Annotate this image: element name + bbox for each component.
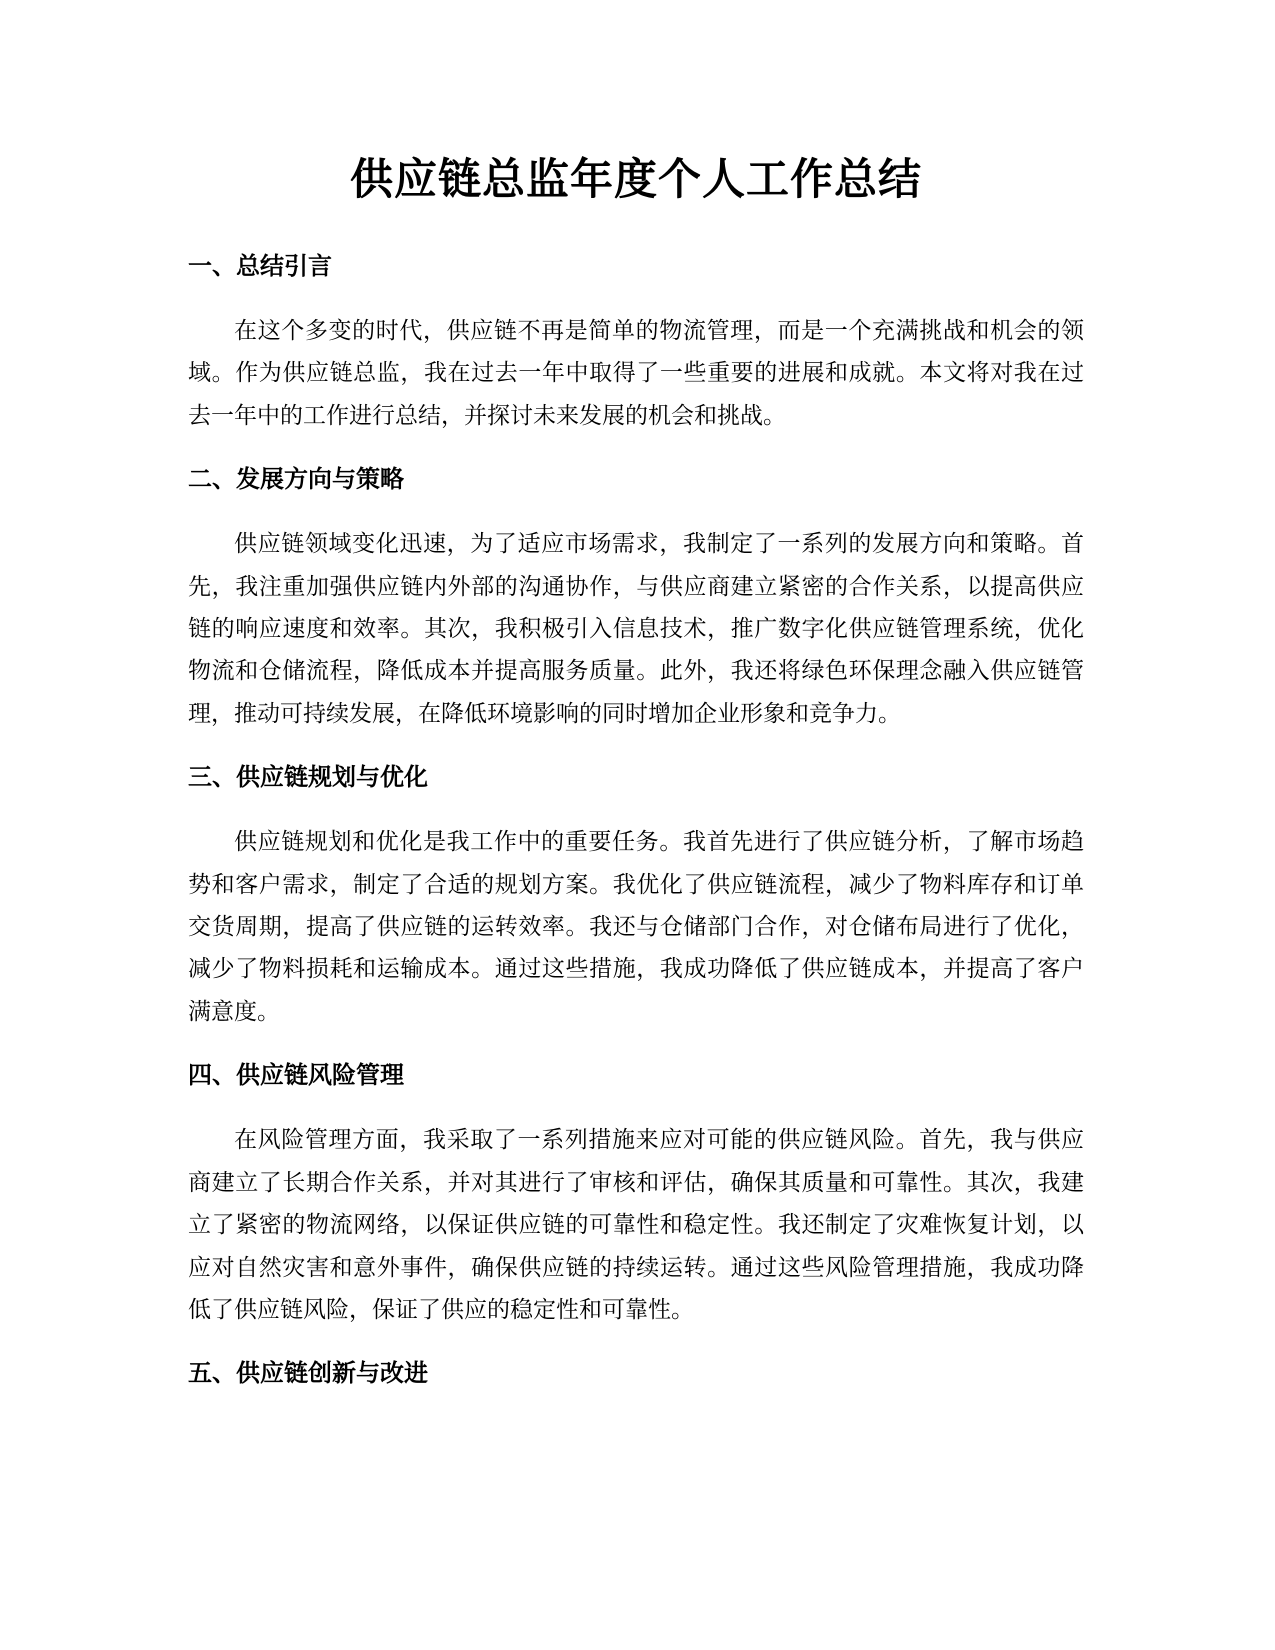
document-title: 供应链总监年度个人工作总结 — [350, 155, 922, 205]
section-risk-management — [188, 1057, 1084, 1331]
document-content — [188, 150, 1084, 1417]
section-paragraph: 在风险管理方面，我采取了一系列措施来应对可能的供应链风险。首先，我与供应商建立了长期合作关系，并对其进行了审核和评估，确保其质量和可靠性。其次，我建立了紧密的物流网络，以保证供应链的可靠性和稳定性。我还制定了灾难恢复计划，以应对自然灾害和意外事件，确保供应链的持续运转。通过这些风险管理措施，我成功降低了供应链风险，保证了供应的稳定性和可靠性。 — [188, 1127, 1084, 1323]
section-introduction — [188, 248, 1084, 437]
section-heading: 五、供应链创新与改进 — [188, 1359, 428, 1388]
section-innovation-improvement — [188, 1355, 1084, 1391]
section-paragraph: 供应链领域变化迅速，为了适应市场需求，我制定了一系列的发展方向和策略。首先，我注重加强供应链内外部的沟通协作，与供应商建立紧密的合作关系，以提高供应链的响应速度和效率。其次，我积极引入信息技术，推广数字化供应链管理系统，优化物流和仓储流程，降低成本并提高服务质量。此外，我还将绿色环保理念融入供应链管理，推动可持续发展，在降低环境影响的同时增加企业形象和竞争力。 — [188, 531, 1084, 727]
section-paragraph: 供应链规划和优化是我工作中的重要任务。我首先进行了供应链分析，了解市场趋势和客户需求，制定了合适的规划方案。我优化了供应链流程，减少了物料库存和订单交货周期，提高了供应链的运转效率。我还与仓储部门合作，对仓储布局进行了优化，减少了物料损耗和运输成本。通过这些措施，我成功降低了供应链成本，并提高了客户满意度。 — [188, 829, 1084, 1025]
section-heading: 三、供应链规划与优化 — [188, 763, 428, 792]
section-heading: 四、供应链风险管理 — [188, 1061, 404, 1090]
section-planning-optimization — [188, 759, 1084, 1033]
section-heading: 二、发展方向与策略 — [188, 465, 404, 494]
section-paragraph: 在这个多变的时代，供应链不再是简单的物流管理，而是一个充满挑战和机会的领域。作为供应链总监，我在过去一年中取得了一些重要的进展和成就。本文将对我在过去一年中的工作进行总结，并探讨未来发展的机会和挑战。 — [188, 318, 1084, 429]
section-heading: 一、总结引言 — [188, 252, 332, 280]
section-direction-strategy — [188, 461, 1084, 735]
